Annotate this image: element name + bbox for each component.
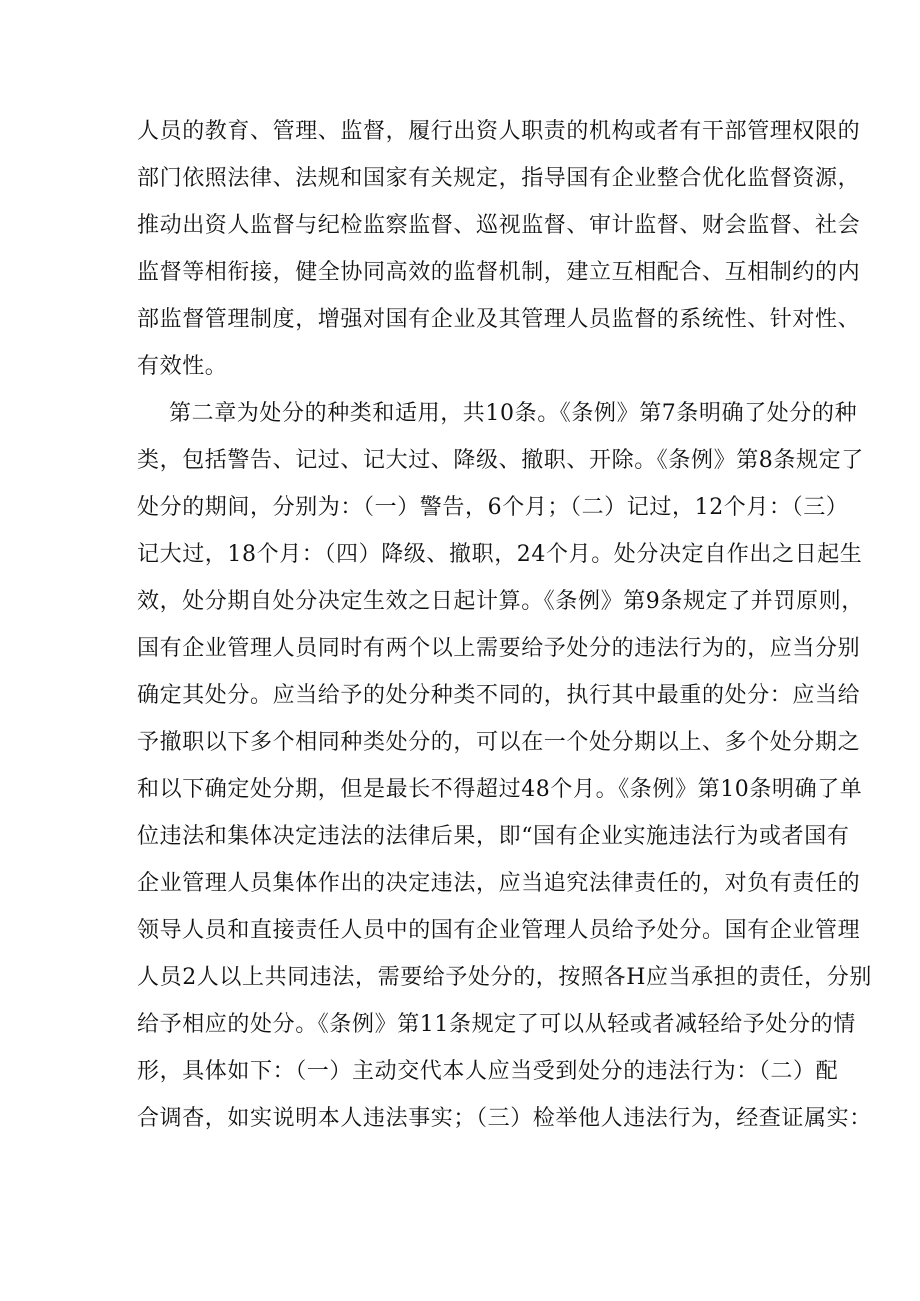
paragraph-2-line-10: 位违法和集体决定违法的法律后果，即“国有企业实施违法行为或者国有 <box>137 824 850 849</box>
paragraph-2-line-4: 记大过，18个月：（四）降级、撤职，24个月。处分决定自作出之日起生 <box>137 542 863 567</box>
paragraph-2-line-5: 效，处分期自处分决定生效之日起计算。《条例》第9条规定了并罚原则， <box>137 589 864 614</box>
paragraph-1-line-5: 部监督管理制度，增强对国有企业及其管理人员监督的系统性、针对性、 <box>137 307 861 332</box>
paragraph-2-line-15: 形，具体如下：（一）主动交代本人应当受到处分的违法行为：（二）配 <box>137 1059 839 1084</box>
paragraph-2-line-16: 合调杳，如实说明本人违法事实；（三）检举他人违法行为，经查证属实： <box>137 1106 872 1131</box>
paragraph-1-line-1: 人员的教育、管理、监督，履行出资人职责的机构或者有干部管理权限的 <box>137 119 861 144</box>
paragraph-2-line-7: 确定其处分。应当给予的处分种类不同的，执行其中最重的处分：应当给 <box>137 683 861 708</box>
paragraph-2-line-14: 给予相应的处分。《条例》第11条规定了可以从轻或者减轻给予处分的情 <box>137 1012 856 1037</box>
paragraph-1-line-2: 部门依照法律、法规和国家有关规定，指导国有企业整合优化监督资源， <box>137 166 861 191</box>
paragraph-2-line-11: 企业管理人员集体作出的决定违法，应当追究法律责任的，对负有责任的 <box>137 871 861 896</box>
paragraph-2-line-6: 国有企业管理人员同时有两个以上需要给予处分的违法行为的，应当分别 <box>137 636 861 661</box>
paragraph-2-line-2: 类，包括警告、记过、记大过、降级、撤职、开除。《条例》第8条规定了 <box>137 448 864 473</box>
paragraph-1-line-6: 有效性。 <box>137 354 228 379</box>
paragraph-1-line-4: 监督等相衔接，健全协同高效的监督机制，建立互相配合、互相制约的内 <box>137 260 861 285</box>
paragraph-2-line-8: 予撤职以下多个相同种类处分的，可以在一个处分期以上、多个处分期之 <box>137 730 861 755</box>
paragraph-2-line-3: 处分的期间，分别为：（一）警告，6个月；（二）记过，12个月：（三） <box>137 495 849 520</box>
paragraph-2-line-12: 领导人员和直接责任人员中的国有企业管理人员给予处分。国有企业管理 <box>137 918 861 943</box>
paragraph-2-line-1: 第二章为处分的种类和适用，共10条。《条例》第7条明确了处分的种 <box>169 401 858 426</box>
paragraph-2-line-9: 和以下确定处分期，但是最长不得超过48个月。《条例》第10条明确了单 <box>137 777 863 802</box>
paragraph-2-line-13: 人员2人以上共同违法，需要给予处分的，按照各H应当承担的责任，分别 <box>137 965 872 990</box>
paragraph-1-line-3: 推动出资人监督与纪检监察监督、巡视监督、审计监督、财会监督、社会 <box>137 213 861 238</box>
